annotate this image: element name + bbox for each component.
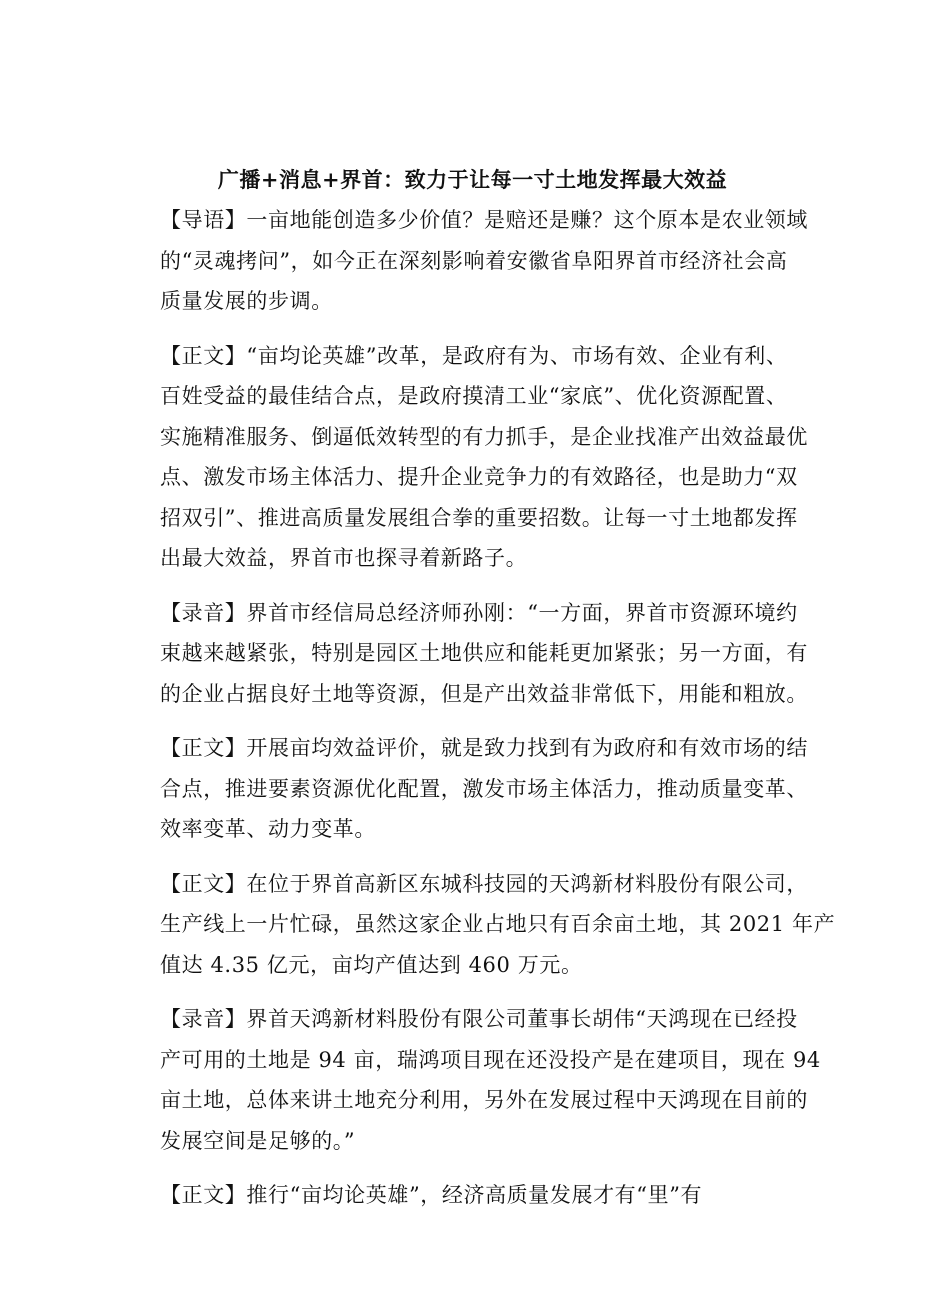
paragraph-line <box>160 281 800 322</box>
section-tag: 【正文】 <box>160 343 247 368</box>
paragraph-line <box>160 1080 808 1121</box>
line-text: 招双引”、推进高质量发展组合拳的重要招数。让每一寸土地都发挥 <box>160 505 798 530</box>
paragraph <box>160 593 808 715</box>
paragraph-line <box>160 1040 821 1081</box>
section-tag: 【正文】 <box>160 736 247 760</box>
section-tag: 【正文】 <box>160 871 247 896</box>
paragraph <box>160 1175 800 1216</box>
line-text: “亩均论英雄”改革，是政府有为、市场有效、企业有利、 <box>246 343 788 368</box>
section-tag: 【录音】 <box>160 600 247 625</box>
section-tag: 【录音】 <box>160 1007 247 1031</box>
paragraph-line <box>160 999 800 1040</box>
line-text: 界首天鸿新材料股份有限公司董事长胡伟“天鸿现在已经投 <box>246 1007 798 1031</box>
paragraph-line <box>160 538 800 579</box>
paragraph-line <box>160 336 800 377</box>
document-title: 广播+消息+界首：致力于让每一寸土地发挥最大效益 <box>217 167 728 192</box>
line-text: 束越来越紧张，特别是园区土地供应和能耗更加紧张；另一方面，有 <box>160 641 808 665</box>
paragraph-line <box>160 674 808 715</box>
paragraph-line <box>160 457 800 498</box>
line-text: 实施精准服务、倒逼低效转型的有力抓手，是企业找准产出效益最优 <box>160 424 808 449</box>
paragraph <box>160 728 809 850</box>
line-text: 出最大效益，界首市也探寻着新路子。 <box>160 546 528 570</box>
line-text: 亩土地，总体来讲土地充分利用，另外在发展过程中天鸿现在目前的 <box>160 1088 808 1112</box>
section-tag: 【导语】 <box>160 208 247 232</box>
paragraph <box>160 864 836 986</box>
paragraph-line <box>160 904 836 945</box>
line-text: 在位于界首高新区东城科技园的天鸿新材料股份有限公司， <box>246 871 809 896</box>
paragraph-line <box>160 241 800 282</box>
paragraph-line <box>160 864 809 905</box>
section-tag: 【正文】 <box>160 1183 247 1207</box>
line-text: 发展空间是足够的。” <box>160 1128 356 1153</box>
paragraph-line <box>160 498 800 539</box>
line-text: 的企业占据良好土地等资源，但是产出效益非常低下，用能和粗放。 <box>160 681 808 706</box>
paragraph-line <box>160 633 808 674</box>
paragraph-line <box>160 769 808 810</box>
document-body <box>160 200 836 1230</box>
paragraph <box>160 336 808 579</box>
line-text: 效率变革、动力变革。 <box>160 817 376 841</box>
line-text: 百姓受益的最佳结合点，是政府摸清工业“家底”、优化资源配置、 <box>160 384 788 408</box>
line-text: 的“灵魂拷问”，如今正在深刻影响着安徽省阜阳界首市经济社会高 <box>160 248 788 273</box>
paragraph-line <box>160 200 809 241</box>
line-text: 开展亩均效益评价，就是致力找到有为政府和有效市场的结 <box>246 736 809 760</box>
line-text: 界首市经信局总经济师孙刚：“一方面，界首市资源环境约 <box>246 600 798 625</box>
paragraph-line <box>160 945 800 986</box>
line-text: 推行“亩均论英雄”，经济高质量发展才有“里”有 <box>246 1183 703 1207</box>
paragraph-line <box>160 1121 800 1162</box>
paragraph-line <box>160 809 800 850</box>
line-text: 生产线上一片忙碌，虽然这家企业占地只有百余亩土地，其 2021 年产 <box>160 912 836 936</box>
paragraph <box>160 999 821 1161</box>
paragraph <box>160 200 809 322</box>
paragraph-line <box>160 1175 800 1216</box>
paragraph-line <box>160 593 800 634</box>
line-text: 一亩地能创造多少价值？是赔还是赚？这个原本是农业领域 <box>246 208 809 232</box>
paragraph-line <box>160 376 800 417</box>
line-text: 合点，推进要素资源优化配置，激发市场主体活力，推动质量变革、 <box>160 776 808 801</box>
line-text: 点、激发市场主体活力、提升企业竞争力的有效路径，也是助力“双 <box>160 465 798 489</box>
paragraph-line <box>160 417 808 458</box>
line-text: 值达 4.35 亿元，亩均产值达到 460 万元。 <box>160 952 583 977</box>
line-text: 产可用的土地是 94 亩，瑞鸿项目现在还没投产是在建项目，现在 94 <box>160 1047 821 1072</box>
line-text: 质量发展的步调。 <box>160 289 333 313</box>
paragraph-line <box>160 728 809 769</box>
